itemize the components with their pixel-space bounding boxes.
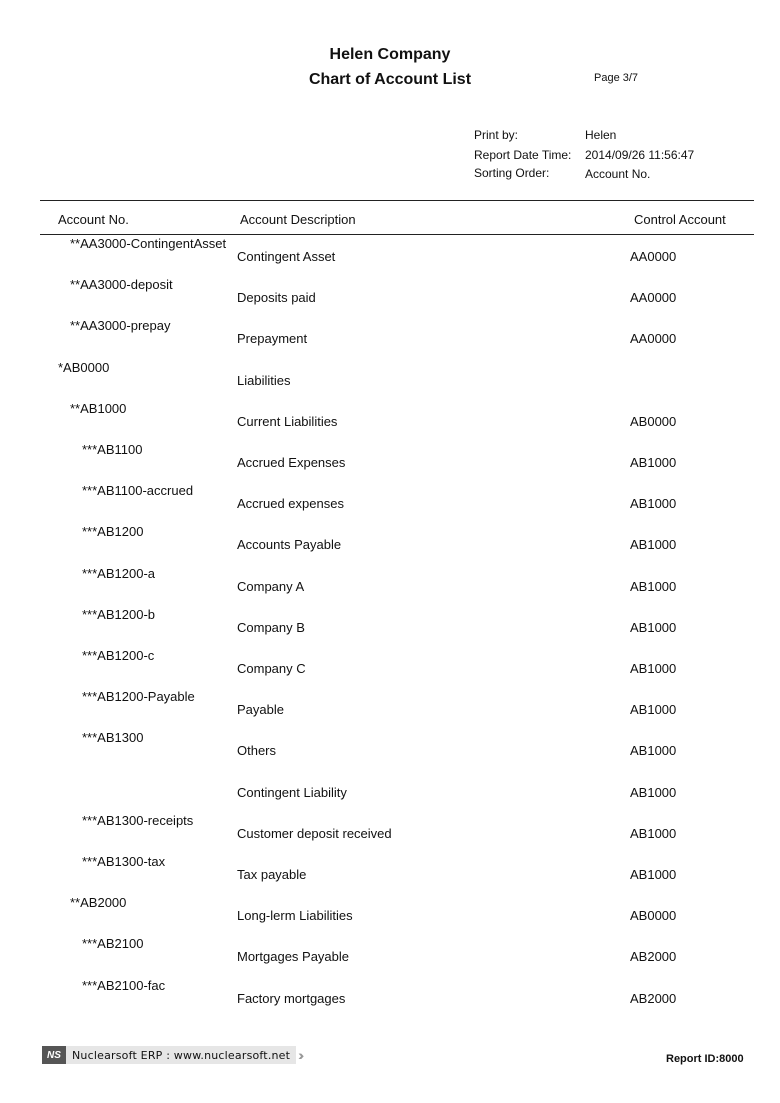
- account-description: Tax payable: [237, 867, 307, 882]
- account-number: ***AB1100: [82, 442, 143, 457]
- account-description: Company C: [237, 661, 306, 676]
- column-header-account-no: Account No.: [58, 212, 129, 227]
- table-row: [0, 813, 780, 854]
- table-row: [0, 772, 780, 813]
- report-title: Chart of Account List: [308, 71, 472, 88]
- print-by-value: Helen: [585, 128, 617, 142]
- control-account: AB1000: [630, 537, 677, 553]
- control-account: AB1000: [630, 496, 677, 512]
- report-time-label: Report Date Time:: [474, 148, 572, 162]
- account-number: **AB2000: [70, 895, 127, 911]
- account-number: ***AB1200-c: [82, 648, 155, 663]
- account-number: **AA3000-deposit: [70, 277, 173, 293]
- table-row: [0, 524, 780, 565]
- company-name: Helen Company: [329, 46, 451, 63]
- sorting-order-value: Account No.: [585, 167, 651, 181]
- account-description: Prepayment: [237, 331, 308, 347]
- control-account: AA0000: [630, 331, 677, 347]
- account-description: Accrued Expenses: [237, 455, 346, 470]
- print-by-label: Print by:: [474, 128, 519, 142]
- account-number: ***AB1200: [82, 524, 144, 540]
- table-row: [0, 318, 780, 359]
- table-row: [0, 566, 780, 607]
- account-number: ***AB1200-a: [82, 565, 155, 581]
- control-account: AB1000: [630, 784, 677, 800]
- footer-logo: [42, 1046, 300, 1064]
- account-description: Company A: [237, 578, 305, 594]
- account-description: Payable: [237, 702, 284, 718]
- table-row: [0, 483, 780, 524]
- table-row: [0, 401, 780, 442]
- control-account: AB1000: [630, 661, 677, 676]
- table-row: [0, 978, 780, 1019]
- account-description: Contingent Asset: [237, 249, 336, 264]
- table-row: [0, 895, 780, 936]
- column-header-control-account: Control Account: [634, 212, 726, 227]
- account-number: *AB0000: [58, 359, 110, 375]
- account-number: **AA3000-ContingentAsset: [70, 236, 227, 251]
- control-account: AB1000: [630, 455, 677, 470]
- control-account: AB1000: [630, 743, 677, 759]
- control-account: AB1000: [630, 867, 677, 882]
- page-number: Page 3/7: [594, 72, 639, 84]
- control-account: AA0000: [630, 249, 677, 264]
- table-row: [0, 648, 780, 689]
- report-time-value: 2014/09/26 11:56:47: [585, 148, 695, 162]
- account-number: ***AB1100-accrued: [82, 483, 194, 499]
- account-description: Company B: [237, 619, 305, 635]
- table-row: [0, 360, 780, 401]
- account-description: Others: [237, 743, 277, 759]
- account-description: Contingent Liability: [237, 784, 347, 800]
- account-number: ***AB1300-tax: [82, 854, 166, 869]
- account-number: **AB1000: [70, 400, 127, 416]
- table-row: [0, 689, 780, 730]
- table-row: [0, 854, 780, 895]
- table-row: [0, 277, 780, 318]
- control-account: AB2000: [630, 990, 677, 1006]
- table-row: [0, 236, 780, 277]
- account-description: Current Liabilities: [237, 413, 338, 429]
- control-account: AB1000: [630, 619, 677, 635]
- account-number: ***AB1200-b: [82, 606, 155, 622]
- control-account: AB2000: [630, 949, 677, 965]
- account-description: Accounts Payable: [237, 537, 342, 553]
- table-row: [0, 730, 780, 771]
- account-number: ***AB2100: [82, 936, 144, 952]
- account-description: Mortgages Payable: [237, 949, 350, 965]
- account-number: ***AB1200-Payable: [82, 689, 195, 705]
- chevron-right-icon: ›››: [298, 1047, 301, 1063]
- control-account: AB0000: [630, 413, 677, 429]
- table-row: [0, 936, 780, 977]
- table-row: [0, 442, 780, 483]
- account-description: Accrued expenses: [237, 496, 344, 512]
- control-account: AB1000: [630, 825, 677, 841]
- account-description: Factory mortgages: [237, 990, 346, 1006]
- footer-logo-text: Nuclearsoft ERP : www.nuclearsoft.net: [66, 1046, 296, 1064]
- column-header-description: Account Description: [240, 212, 356, 227]
- control-account: AA0000: [630, 290, 677, 306]
- account-description: Deposits paid: [237, 290, 316, 306]
- account-number: **AA3000-prepay: [70, 318, 171, 334]
- account-description: Long-lerm Liabilities: [237, 908, 353, 924]
- account-number: ***AB2100-fac: [82, 977, 166, 993]
- account-number: ***AB1300: [82, 730, 144, 746]
- sorting-order-label: Sorting Order:: [474, 166, 550, 180]
- control-account: AB1000: [630, 578, 677, 594]
- report-id: Report ID:8000: [666, 1053, 744, 1065]
- account-description: Liabilities: [237, 372, 291, 388]
- nuclearsoft-logo-icon: NS: [42, 1046, 66, 1064]
- control-account: AB1000: [630, 702, 677, 718]
- account-number: ***AB1300-receipts: [82, 812, 194, 828]
- table-row: [0, 607, 780, 648]
- account-description: Customer deposit received: [237, 825, 392, 841]
- control-account: AB0000: [630, 908, 677, 924]
